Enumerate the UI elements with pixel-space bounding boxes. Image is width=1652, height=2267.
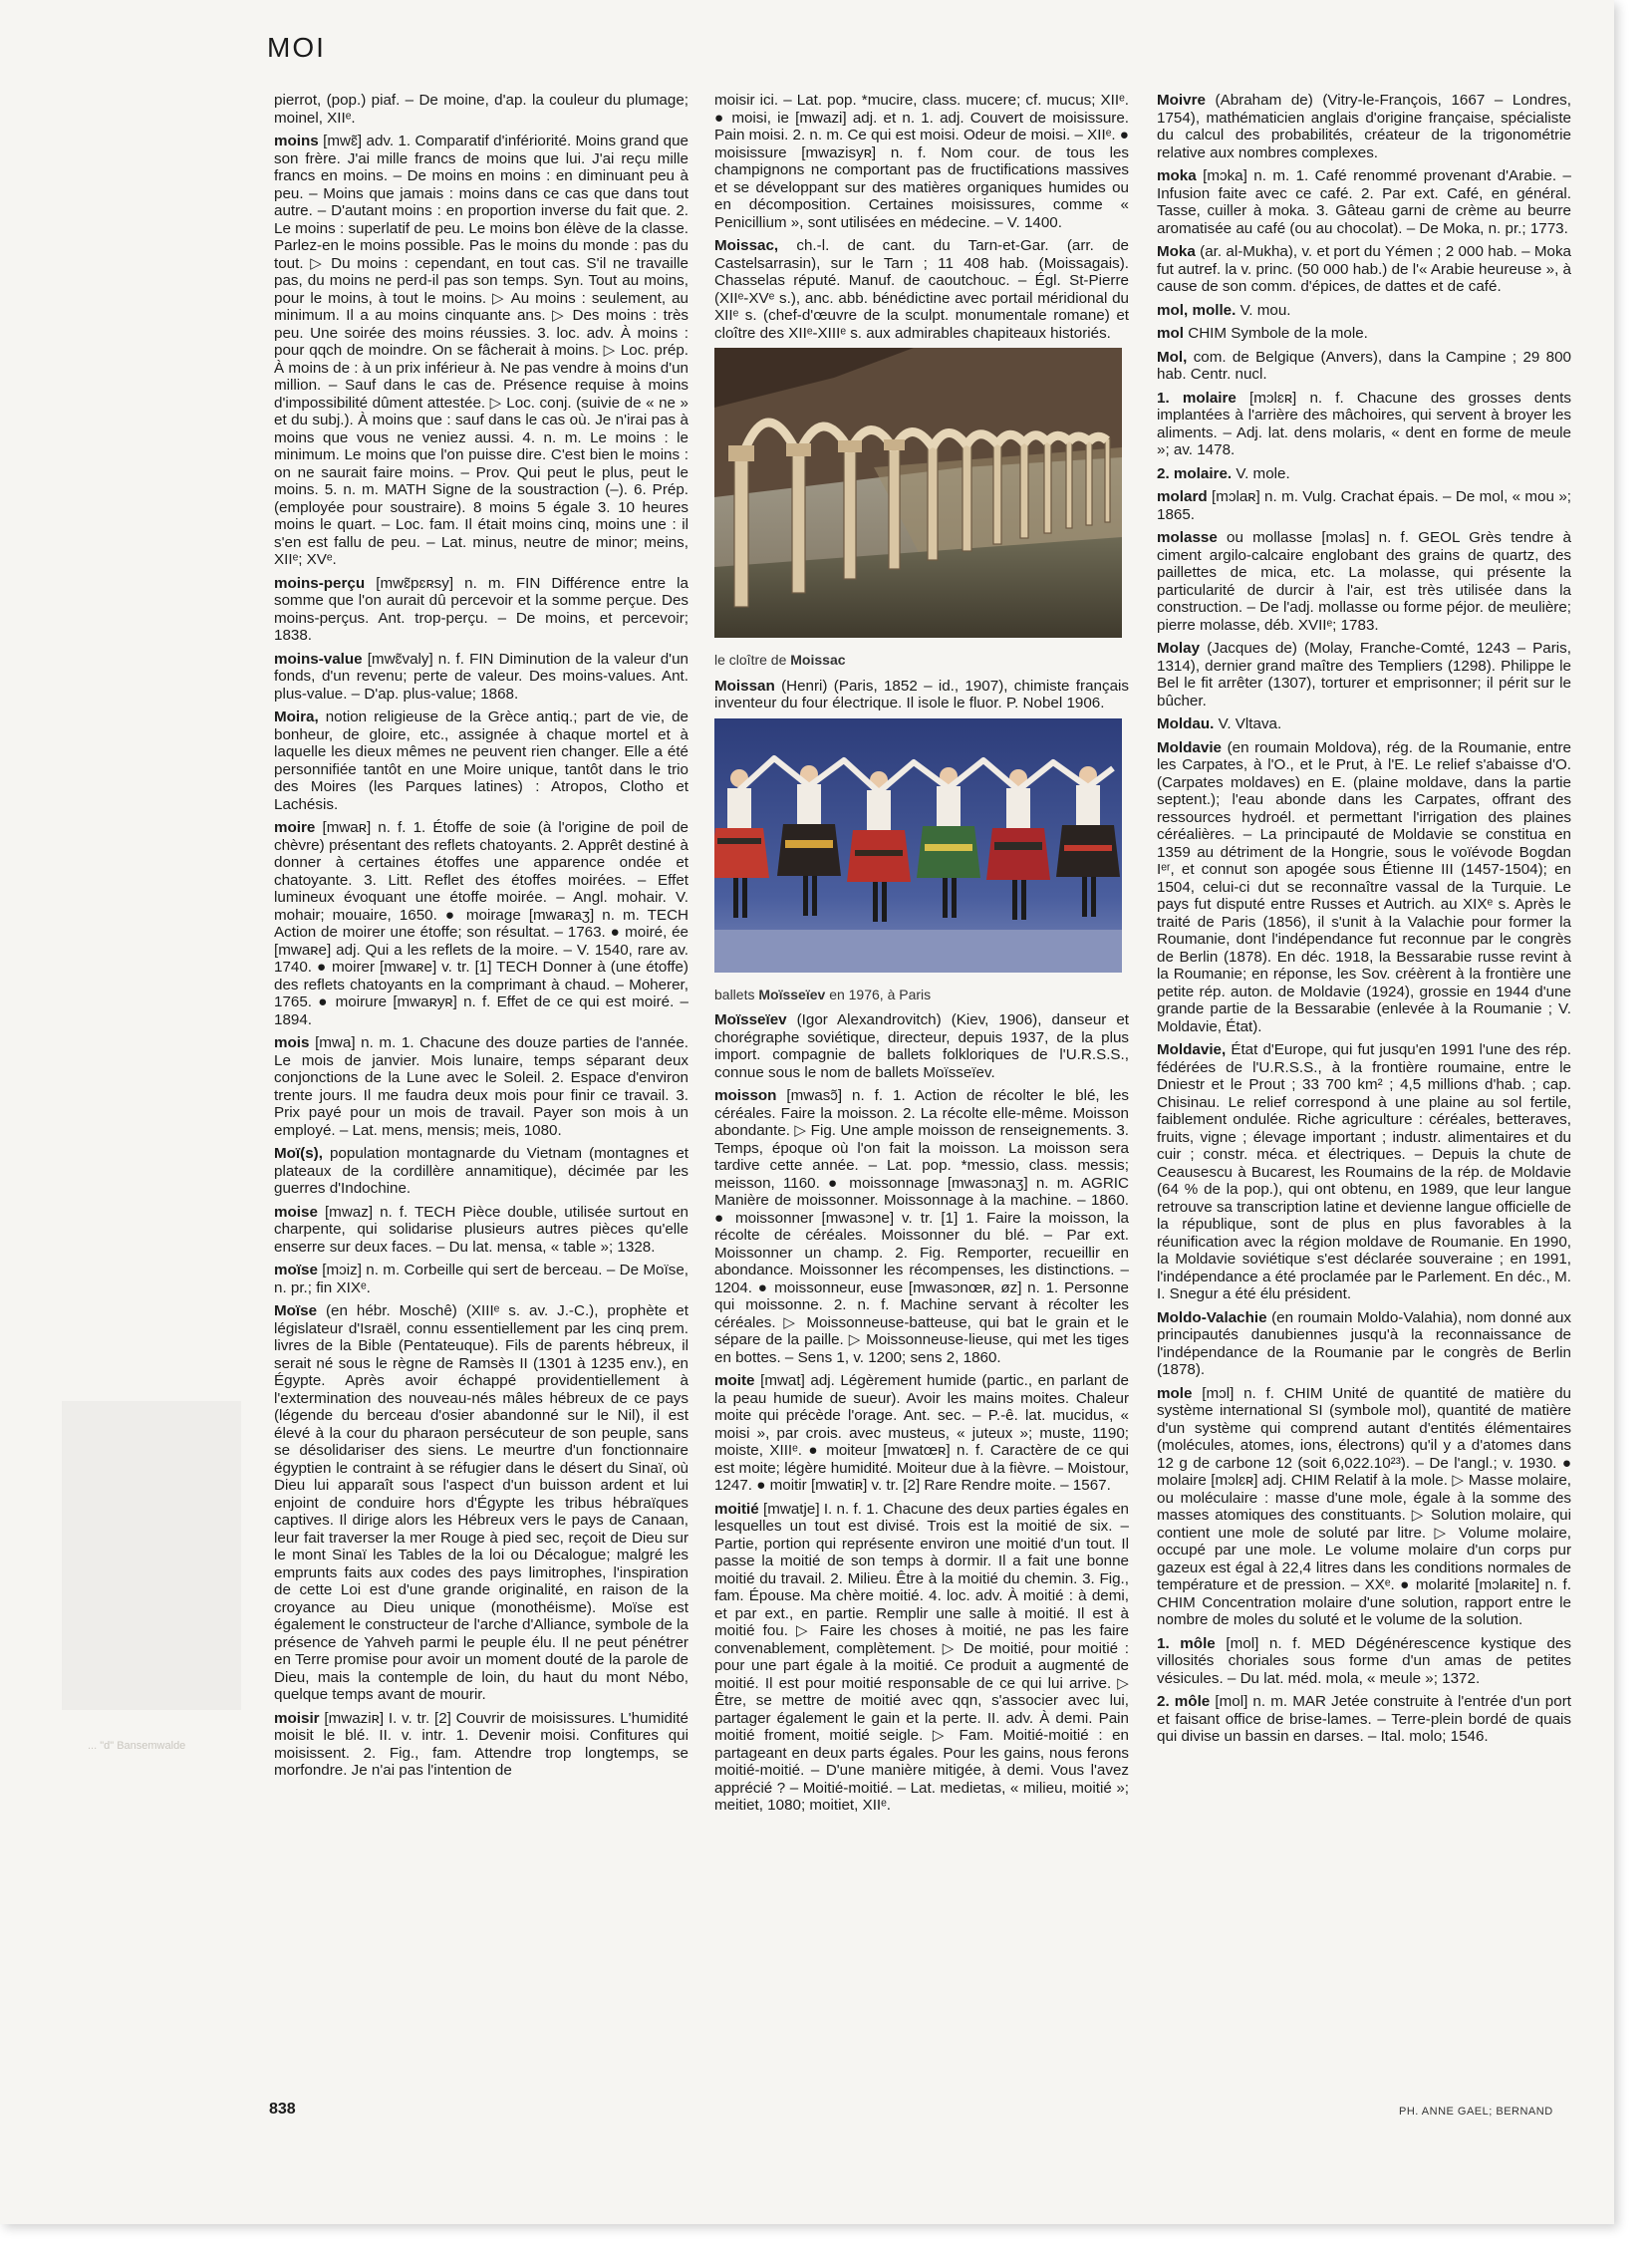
- entry-body: [mwaz] n. f. TECH Pièce double, utilisée surtout en charpente, qui solidarise plusieurs autres pièces qu'elle enserre sur deux faces. – Du lat. mensa, « table »; 1328.: [274, 1203, 688, 1256]
- dictionary-entry: [714, 1501, 1129, 1815]
- entry-body: [mwɛ̃pɛʀsy] n. m. FIN Différence entre la somme que l'on aurait dû percevoir et la somme perçue. Des moins-perçus. Ant. trop-perçu. – De moins, et percevoir; 1838.: [274, 574, 688, 644]
- dictionary-entry: [1157, 167, 1571, 237]
- entry-headword: Moldavie,: [1157, 1041, 1227, 1058]
- entry-body: [mwaziʀ] I. v. tr. [2] Couvrir de moisissures. L'humidité moisit le blé. II. v. intr. 1. Devenir moisi. Confitures qui moisissent. 2. Fig., fam. Attendre trop longtemps, se morfondre. Je n'ai pas l'intention de: [274, 1709, 688, 1779]
- dictionary-entry: [1157, 529, 1571, 634]
- dictionary-entry: [1157, 1309, 1571, 1379]
- entry-headword: 2. molaire.: [1157, 464, 1233, 482]
- entry-body: (ar. al-Mukha), v. et port du Yémen ; 2 000 hab. – Moka fut autref. la v. princ. (50 000 hab.) de l'« Arabie heureuse », à cause de son comm. d'épices, de dattes et de café.: [1157, 243, 1571, 295]
- page-number: 838: [269, 2101, 296, 2118]
- dictionary-entry: [714, 92, 1129, 231]
- entry-headword: moins: [274, 133, 319, 149]
- entry-headword: Moldau.: [1157, 715, 1215, 732]
- entry-headword: Moldo-Valachie: [1157, 1308, 1267, 1326]
- entry-body: moisir ici. – Lat. pop. *mucire, class. mucere; cf. mucus; XIIᵉ. ● moisi, ie [mwazi] adj. et n. 1. adj. Couvert de moisissure. Pain moisi. 2. n. m. Ce qui est moisi. Odeur de moisi. – XIIᵉ. ● moisissure [mwazisyʀ] n. f. Nom cour. de tous les champignons ne comportant pas de fructifications massives et se développant sur des matières organiques humides ou en décomposition. Certaines moisissures, comme « Penicillium », sont utilisées en médecine. – V. 1400.: [714, 92, 1129, 231]
- entry-body: [mwatje] I. n. f. 1. Chacune des deux parties égales en lesquelles un tout est divisé. Trois est la moitié de six. – Partie, portion qui représente environ une moitié d'un tout. Il passe la moitié de son temps à dormir. Il a fait une bonne moitié du travail. 2. Milieu. Être à la moitié du chemin. 3. Fig., fam. Épouse. Ma chère moitié. 4. loc. adv. À moitié : à demi, et par ext., en partie. Remplir une salle à moitié. Il est à moitié fou. ▷ Faire les choses à moitié, ne pas les faire convenablement, complètement. ▷ De moitié, pour moitié : pour une part égale à la moitié. Ce produit a augmenté de moitié. Il est pour moitié responsable de ce qui lui arrive. ▷ Être, se mettre de moitié avec qqn, s'associer avec lui, partager également le gain et la perte. II. adv. À demi. Pain moitié froment, moitié seigle. ▷ Fam. Moitié-moitié : en partageant en deux parts égales. Pour les gains, nous ferons moitié-moitié. – D'une manière mitigée, à demi. Vous l'avez apprécié ? – Moitié-moitié. – Lat. medietas, « milieu, moitié »; meitiet, 1080; moitiet, XIIᵉ.: [714, 1500, 1129, 1814]
- dictionary-entry: [274, 708, 688, 813]
- entry-headword: moite: [714, 1372, 755, 1389]
- dictionary-entry: [274, 819, 688, 1028]
- dictionary-entry: [1157, 465, 1571, 483]
- dictionary-entry: [1157, 390, 1571, 459]
- entry-headword: mol, molle.: [1157, 301, 1237, 319]
- entry-body: [mwɛ̃valy] n. f. FIN Diminution de la valeur d'un fonds, d'un revenu; perte de valeur. Des moins-values. Ant. plus-value. – D'ap. plus-value; 1868.: [274, 650, 688, 703]
- entry-headword: moisson: [714, 1087, 777, 1104]
- entry-body: com. de Belgique (Anvers), dans la Campine ; 29 800 hab. Centr. nucl.: [1157, 348, 1571, 383]
- entry-headword: Moissac,: [714, 237, 779, 254]
- entry-body: (Igor Alexandrovitch) (Kiev, 1906), danseur et chorégraphe soviétique, directeur, depuis 1937, de la plus import. compagnie de ballets folkloriques de l'U.R.S.S., connue sous le nom de ballets Moïsseïev.: [714, 1011, 1129, 1081]
- entry-headword: 1. molaire: [1157, 389, 1237, 407]
- dictionary-entry: [274, 1034, 688, 1139]
- dictionary-entry: [1157, 349, 1571, 384]
- column-2-top-entries: [714, 92, 1129, 342]
- dictionary-entry: [1157, 92, 1571, 161]
- entry-headword: mois: [274, 1034, 310, 1051]
- column-3: [1157, 92, 1571, 2095]
- dictionary-entry: [274, 1145, 688, 1198]
- entry-body: [mwasɔ̃] n. f. 1. Action de récolter le blé, les céréales. Faire la moisson. 2. La récolte elle-même. Moisson abondante. ▷ Fig. Une ample moisson de renseignements. 3. Temps, époque où l'on fait la moisson. La moisson sera tardive cette année. – Lat. pop. *messio, class. messis; meisson, 1160. ● moissonnage [mwasɔnaʒ] n. m. AGRIC Manière de moissonner. Moissonnage à la machine. – 1860. ● moissonner [mwasɔne] v. tr. [1] 1. Faire la moisson, la récolte de céréales. Moissonner du blé. – Par ext. Moissonner un champ. 2. Fig. Remporter, recueillir en abondance. Moissonner les récompenses, les distinctions. – 1204. ● moissonneur, euse [mwasɔnœʀ, øz] n. 1. Personne qui moissonne. 2. n. f. Machine servant à récolter les céréales. ▷ Moissonneuse-batteuse, qui bat le grain et le sépare de la paille. ▷ Moissonneuse-lieuse, qui met les tiges en bottes. – Sens 1, v. 1200; sens 2, 1860.: [714, 1087, 1129, 1366]
- entry-body: [mɔl] n. f. CHIM Unité de quantité de matière du système international SI (symbole mol), quantité de matière d'un système qui comprend autant d'entités élémentaires (molécules, atomes, ions, électrons) qu'il y a d'atomes dans 12 g de carbone 12 (soit 6,022.10²³). – De l'angl.; v. 1930. ● molaire [mɔlɛʀ] adj. CHIM Relatif à la mole. ▷ Masse molaire, ou moléculaire : masse d'une mole, égale à la somme des masses atomiques des constituants. ▷ Solution molaire, qui contient une mole de soluté par litre. ▷ Volume molaire, occupé par une mole. Le volume molaire d'un corps pur gazeux est égal à 22,4 litres dans les conditions normales de température et de pression. – XXᵉ. ● molarité [mɔlaʀite] n. f. CHIM Concentration molaire d'une solution, rapport entre le nombre de moles du soluté et le volume de la solution.: [1157, 1384, 1571, 1628]
- entry-body: [mɔiz] n. m. Corbeille qui sert de berceau. – De Moïse, n. pr.; fin XIXᵉ.: [274, 1262, 688, 1296]
- entry-body: pierrot, (pop.) piaf. – De moine, d'ap. la couleur du plumage; moinel, XIIᵉ.: [274, 92, 688, 127]
- dictionary-entry: [714, 1372, 1129, 1495]
- entry-headword: Moïsseïev: [714, 1011, 787, 1028]
- dictionary-entry: [714, 678, 1129, 712]
- dictionary-entry: [1157, 1635, 1571, 1688]
- entry-headword: moire: [274, 819, 316, 836]
- entry-headword: moisir: [274, 1709, 320, 1727]
- entry-headword: Moldavie: [1157, 738, 1222, 756]
- entry-headword: moitié: [714, 1500, 759, 1518]
- entry-body: [mwa] n. m. 1. Chacune des douze parties de l'année. Le mois de janvier. Mois lunaire, temps séparant deux conjonctions de la Lune avec le Soleil. 2. Espace d'environ trente jours. Il me faudra deux mois pour finir ce travail. 3. Prix payé pour un mois de travail. Payer son mois à un employé. – Lat. mens, mensis; meis, 1080.: [274, 1034, 688, 1139]
- column-2-bottom-entries: [714, 1011, 1129, 1815]
- entry-headword: moka: [1157, 167, 1197, 184]
- entry-body: [mwaʀ] n. f. 1. Étoffe de soie (à l'origine de poil de chèvre) présentant des reflets chatoyants. 2. Apprêt destiné à donner à certaines étoffes une apparence ondée et chatoyante. 3. Litt. Reflet des étoffes moirées. – Effet lumineux évoquant une étoffe moirée. – Angl. mohair. V. mohair; mouaire, 1650. ● moirage [mwaʀaʒ] n. m. TECH Action de moirer une étoffe; son résultat. – 1763. ● moiré, ée [mwaʀe] adj. Qui a les reflets de la moire. – V. 1540, rare av. 1740. ● moirer [mwaʀe] v. tr. [1] TECH Donner à (une étoffe) des reflets chatoyants en la comprimant à chaud. – Moherer, 1765. ● moirure [mwaʀyʀ] n. f. Effet de ce qui est moiré. – 1894.: [274, 819, 688, 1028]
- entry-body: (en roumain Moldo-Valahia), nom donné aux principautés danubiennes jusqu'à la reconnaissance de l'indépendance de la Roumanie par le congrès de Berlin (1878).: [1157, 1308, 1571, 1378]
- dictionary-entry: [714, 1087, 1129, 1366]
- entry-body: [mɔka] n. m. 1. Café renommé provenant d'Arabie. – Infusion faite avec ce café. 2. Par ext. Café, en général. Tasse, cuiller à moka. 3. Gâteau garni de crème au beurre aromatisée au café (ou au chocolat). – De Moka, n. pr.; 1773.: [1157, 167, 1571, 237]
- entry-headword: 1. môle: [1157, 1634, 1216, 1652]
- dictionary-entry: [274, 133, 688, 569]
- entry-body: (en hébr. Moschê) (XIIIᵉ s. av. J.-C.), prophète et législateur d'Israël, connu essentiellement par les cinq prem. livres de la Bible (Pentateuque). Fils de parents hébreux, il serait né sous le règne de Ramsès II (1301 à 1235 env.), en Égypte. Après avoir échappé providentiellement à l'extermination des nouveau-nés mâles hébreux de ce pays (légende du berceau d'osier abandonné sur le Nil), il est élevé à la cour du pharaon persécuteur de son peuple, sans se désolidariser des siens. Le meurtre d'un fonctionnaire égyptien le contraint à se réfugier dans le désert du Sinaï, où Dieu lui apparaît sous l'aspect d'un buisson ardent et lui enjoint de conduire hors d'Égypte les tribus hébraïques captives. Il dirige alors les Hébreux vers le pays de Canaan, leur fait traverser la mer Rouge à pied sec, reçoit de Dieu sur le mont Sinaï les Tables de la loi ou Décalogue; malgré les emprunts faits aux codes des pays limitrophes, l'inspiration de cette Loi est d'une grande originalité, en raison de la croyance au Dieu unique (monothéisme). Moïse est également le constructeur de l'arche d'Alliance, symbole de la présence de Yahveh parmi le peuple élu. Il ne peut pénétrer en Terre promise pour avoir un moment douté de la parole de Dieu, mais la contemple de loin, du haut du mont Nébo, quelque temps avant de mourir.: [274, 1302, 688, 1703]
- entry-body: ch.-l. de cant. du Tarn-et-Gar. (arr. de Castelsarrasin), sur le Tarn ; 11 408 hab. (Moissagais). Chasselas réputé. Manuf. de caoutchouc. – Égl. St-Pierre (XIIᵉ-XVᵉ s.), anc. abb. bénédictine avec portail méridional du XIIᵉ s. (chef-d'œuvre de la sculpt. monumentale romane) et cloître des XIIᵉ-XIIIᵉ s. aux admirables chapiteaux historiés.: [714, 237, 1129, 342]
- entry-headword: Moka: [1157, 243, 1196, 260]
- dictionary-entry: [274, 651, 688, 704]
- show-through-caption: ... "d" Bansemwalde: [88, 1740, 186, 1752]
- entry-body: (en roumain Moldova), rég. de la Roumanie, entre les Carpates, à l'O., et le Prut, à l'E. Le relief s'abaisse d'O. (Carpates moldaves) en E. (plaine moldave, dans la partie septent.); l'eau abonde dans les Carpates, offrant des ressources hydroél. et permettant l'irrigation des plaines céréalières. – La principauté de Moldavie se constitua en 1359 au détriment de la Hongrie, sous le voïévode Bogdan Iᵉʳ, et connut son apogée sous Étienne III (1457-1504); en 1504, celui-ci dut se reconnaître vassal de la Turquie. Le pays fut disputé entre Russes et Autrich. au XIXᵉ s. Après le traité de Paris (1856), il s'unit à la Valachie pour former la Roumanie, dont l'indépendance fut reconnue par le congrès de Berlin (1878). En déc. 1918, la Bessarabie russe revint à la Roumanie; en réponse, les Sov. créèrent à la frontière une petite rép. auton. de Moldavie (1924), grossie en 1944 d'une grande partie de la Bessarabie (enlevée à la Roumanie ; V. Moldavie, État).: [1157, 738, 1571, 1035]
- dictionary-entry: [1157, 1041, 1571, 1303]
- dictionary-entry: [274, 1302, 688, 1704]
- cloister-photo: [714, 348, 1122, 638]
- running-head: MOI: [267, 32, 326, 63]
- dictionary-entry: [274, 1204, 688, 1257]
- entry-body: (Henri) (Paris, 1852 – id., 1907), chimiste français inventeur du four électrique. Il isole le fluor. P. Nobel 1906.: [714, 677, 1129, 711]
- dictionary-entry: [274, 1262, 688, 1296]
- dictionary-entry: [714, 1011, 1129, 1081]
- column-3-entries: [1157, 92, 1571, 1746]
- dictionary-entry: [1157, 1385, 1571, 1629]
- entry-headword: mol: [1157, 325, 1185, 342]
- entry-body: V. Vltava.: [1218, 715, 1282, 732]
- dictionary-entry: [1157, 302, 1571, 320]
- entry-body: V. mole.: [1236, 464, 1290, 482]
- entry-headword: moins-value: [274, 650, 363, 668]
- entry-body: [mɔlɛʀ] n. f. Chacune des grosses dents implantées à l'arrière des mâchoires, qui servent à broyer les aliments. – Adj. lat. dens molaris, « dent en forme de meule »; av. 1478.: [1157, 389, 1571, 458]
- dictionary-entry: [1157, 488, 1571, 523]
- entry-headword: Moissan: [714, 677, 775, 695]
- entry-headword: moise: [274, 1203, 318, 1221]
- entry-headword: moïse: [274, 1262, 318, 1278]
- dictionary-entry: [1157, 640, 1571, 709]
- dictionary-entry: [1157, 739, 1571, 1036]
- figure-moissac: [714, 348, 1129, 670]
- entry-body: population montagnarde du Vietnam (montagnes et plateaux de la cordillère annamitique), décimée par les guerres d'Indochine.: [274, 1145, 688, 1197]
- show-through-image: [62, 1401, 241, 1710]
- entry-headword: Mol,: [1157, 348, 1188, 366]
- entry-body: [mwɛ̃] adv. 1. Comparatif d'infériorité. Moins grand que son frère. J'ai mille francs de moins que lui. J'ai reçu mille francs en moins. – De moins en moins : en diminuant peu à peu. – Moins que jamais : moins dans ce cas que dans tout autre. – D'autant moins : en proportion inverse du fait que. 2. Le moins : superlatif de peu. Le moins bon élève de la classe. Parlez-en le moins possible. Pas le moins du monde : pas du tout. ▷ Du moins : cependant, en tout cas. S'il ne travaille pas, du moins ne perd-il pas son temps. Syn. Tout au moins, pour le moins, à tout le moins. ▷ Au moins : seulement, au minimum. Il a au moins cinquante ans. ▷ Des moins : très peu. Une soirée des moins réussies. 3. loc. adv. À moins : pour qqch de moindre. On se fâcherait à moins. ▷ Loc. prép. À moins de : à un prix inférieur à. Ne pas vendre à moins d'un million. – Sauf dans le cas de. Présence requise à moins d'impossibilité dûment attestée. ▷ Loc. conj. (suivie de « ne » et du subj.). À moins que : sauf dans le cas où. Je n'irai pas à moins que vous ne veniez aussi. 4. n. m. Le moins : le minimum. Le moins que l'on puisse dire. C'est bien le moins : on ne saurait faire moins. – Prov. Qui peut le plus, peut le moins. 5. n. m. MATH Signe de la soustraction (–). 6. Prép. (employée pour soustraire). 8 moins 5 égale 3. 10 heures moins le quart. – Loc. fam. Il était moins cinq, moins une : il s'en est fallu de peu. – Lat. minus, neutre de minor; meins, XIIᵉ; XVᵉ.: [274, 133, 688, 568]
- figure-caption-ballets: ballets Moïsseïev en 1976, à Paris: [714, 986, 932, 1002]
- dictionary-entry: [1157, 243, 1571, 296]
- dictionary-entry: [1157, 1693, 1571, 1746]
- column-1-entries: [274, 92, 688, 1780]
- entry-body: V. mou.: [1239, 301, 1291, 319]
- dictionary-entry: [274, 575, 688, 645]
- entry-headword: Moïse: [274, 1302, 318, 1319]
- entry-body: (Jacques de) (Molay, Franche-Comté, 1243 – Paris, 1314), dernier grand maître des Templiers (1298). Philippe le Bel le fit arrêter (1307), torturer et emprisonner; il périt sur le bûcher.: [1157, 640, 1571, 709]
- entry-body: [mɔlaʀ] n. m. Vulg. Crachat épais. – De mol, « mou »; 1865.: [1157, 488, 1571, 523]
- entry-headword: moins-perçu: [274, 574, 366, 592]
- entry-headword: Moira,: [274, 708, 319, 725]
- entry-body: ou mollasse [mɔlas] n. f. GEOL Grès tendre à ciment argilo-calcaire englobant des grains de quartz, des paillettes de mica, etc. La molasse, qui présente la particularité de durcir à l'air, est très utilisée dans la construction. – De l'adj. mollasse ou forme péjor. de meulière; pierre molasse, déb. XVIIᵉ; 1783.: [1157, 529, 1571, 634]
- figure-caption-moissac: le cloître de Moissac: [714, 652, 846, 668]
- entry-body: État d'Europe, qui fut jusqu'en 1991 l'une des rép. fédérées de l'U.R.S.S., à la frontière roumaine, entre le Dniestr et le Prout ; 33 700 km² ; 4,5 millions d'hab. ; cap. Chisinau. Le relief correspond à une plaine au sol fertile, faiblement ondulée. Riche agriculture : céréales, betteraves, fruits, vigne ; élevage important ; industr. alimentaires et du cuir ; constr. méca. et électriques. – Depuis la chute de Ceausescu à Bucarest, les Roumains de la rép. de Moldavie (64 % de la pop.), qui ont obtenu, en 1989, que leur langue retrouve sa transcription latine et devienne langue officielle de la république, sont de plus en plus favorables à la réunification avec la région moldave de Roumanie. En 1990, la Moldavie soviétique s'est déclarée souveraine ; en 1991, l'indépendance a été proclamée par le Parlement. En déc., M. I. Snegur a été élu président.: [1157, 1041, 1571, 1302]
- entry-body: (Abraham de) (Vitry-le-François, 1667 – Londres, 1754), mathématicien anglais d'origine française, spécialiste du calcul des probabilités, créateur de la trigonométrie relative aux nombres complexes.: [1157, 92, 1571, 161]
- entry-body: [mol] n. m. MAR Jetée construite à l'entrée d'un port et faisant office de brise-lames. – Terre-plein bordé de quais qui divise un bassin en darses. – Ital. molo; 1546.: [1157, 1693, 1571, 1745]
- dictionary-entry: [1157, 715, 1571, 733]
- entry-headword: Moivre: [1157, 92, 1206, 109]
- entry-headword: molard: [1157, 488, 1208, 505]
- entry-headword: mole: [1157, 1384, 1193, 1402]
- entry-headword: Moï(s),: [274, 1145, 323, 1162]
- entry-body: CHIM Symbole de la mole.: [1188, 325, 1368, 342]
- dictionary-entry: [714, 237, 1129, 342]
- dictionary-entry: [274, 92, 688, 127]
- column-2: [714, 92, 1129, 2083]
- entry-headword: 2. môle: [1157, 1693, 1211, 1710]
- dictionary-entry: [274, 1710, 688, 1780]
- column-1: [274, 92, 688, 2090]
- column-2-mid-entries: [714, 678, 1129, 712]
- entry-headword: Molay: [1157, 640, 1201, 657]
- ballet-photo: [714, 718, 1122, 973]
- figure-ballets: [714, 718, 1129, 1004]
- entry-body: notion religieuse de la Grèce antiq.; part de vie, de bonheur, de gloire, etc., assignée à chaque mortel et à laquelle les dieux mêmes ne peuvent rien changer. Elle a été personnifiée tantôt en une Moire unique, tantôt dans le trio des Moires (les Parques latines) : Atropos, Clotho et Lachésis.: [274, 708, 688, 813]
- photo-credit: PH. ANNE GAEL; BERNAND: [1399, 2106, 1553, 2118]
- dictionary-entry: [1157, 325, 1571, 343]
- entry-headword: molasse: [1157, 529, 1218, 546]
- entry-body: [mol] n. f. MED Dégénérescence kystique des villosités choriales sous forme d'un amas de petites vésicules. – Du lat. méd. mola, « meule »; 1372.: [1157, 1634, 1571, 1687]
- entry-body: [mwat] adj. Légèrement humide (partic., en parlant de la peau humide de sueur). Avoir les mains moites. Chaleur moite qui précède l'orage. Ant. sec. – P.-ê. lat. mucidus, « moisi », par crois. avec musteus, « juteux »; muste, 1190; moiste, XIIIᵉ. ● moiteur [mwatœʀ] n. f. Caractère de ce qui est moite; légère humidité. Moiteur due à la fièvre. – Moistour, 1247. ● moitir [mwatiʀ] v. tr. [2] Rare Rendre moite. – 1567.: [714, 1372, 1129, 1494]
